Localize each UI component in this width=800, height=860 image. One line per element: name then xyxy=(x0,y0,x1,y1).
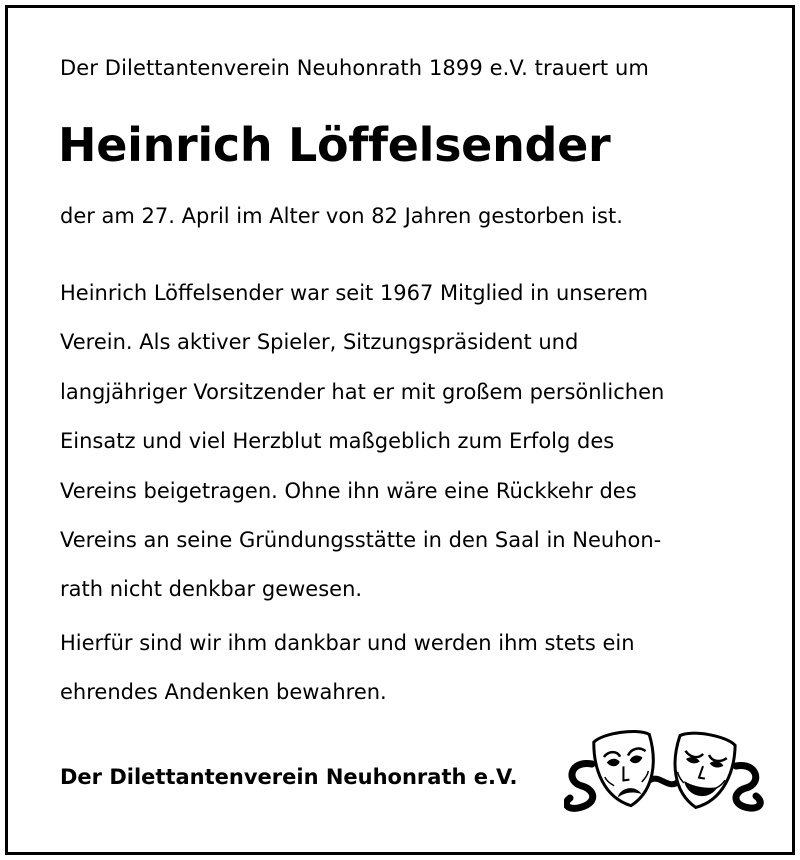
tribute-line: langjähriger Vorsitzender hat er mit großem persönlichen xyxy=(60,379,665,404)
obituary-frame xyxy=(5,5,795,855)
intro-line: Der Dilettantenverein Neuhonrath 1899 e.V. trauert um xyxy=(60,56,649,80)
tribute-line: Verein. Als aktiver Spieler, Sitzungspräsident und xyxy=(60,330,579,355)
tribute-line: Einsatz und viel Herzblut maßgeblich zum Erfolg des xyxy=(60,429,615,454)
tribute-paragraph xyxy=(60,269,760,615)
theater-masks-icon xyxy=(564,724,764,824)
gratitude-paragraph xyxy=(60,619,760,718)
signature-line: Der Dilettantenverein Neuhonrath e.V. xyxy=(60,765,518,789)
gratitude-line: ehrendes Andenken bewahren. xyxy=(60,680,387,705)
death-info-line: der am 27. April im Alter von 82 Jahren gestorben ist. xyxy=(60,204,623,228)
deceased-name: Heinrich Löffelsender xyxy=(58,118,611,172)
tribute-line: rath nicht denkbar gewesen. xyxy=(60,577,363,602)
tribute-line: Vereins beigetragen. Ohne ihn wäre eine Rückkehr des xyxy=(60,478,637,503)
gratitude-line: Hierfür sind wir ihm dankbar und werden ihm stets ein xyxy=(60,631,635,655)
tribute-line: Heinrich Löffelsender war seit 1967 Mitglied in unserem xyxy=(60,281,649,305)
tribute-line: Vereins an seine Gründungsstätte in den Saal in Neuhon- xyxy=(60,528,662,553)
